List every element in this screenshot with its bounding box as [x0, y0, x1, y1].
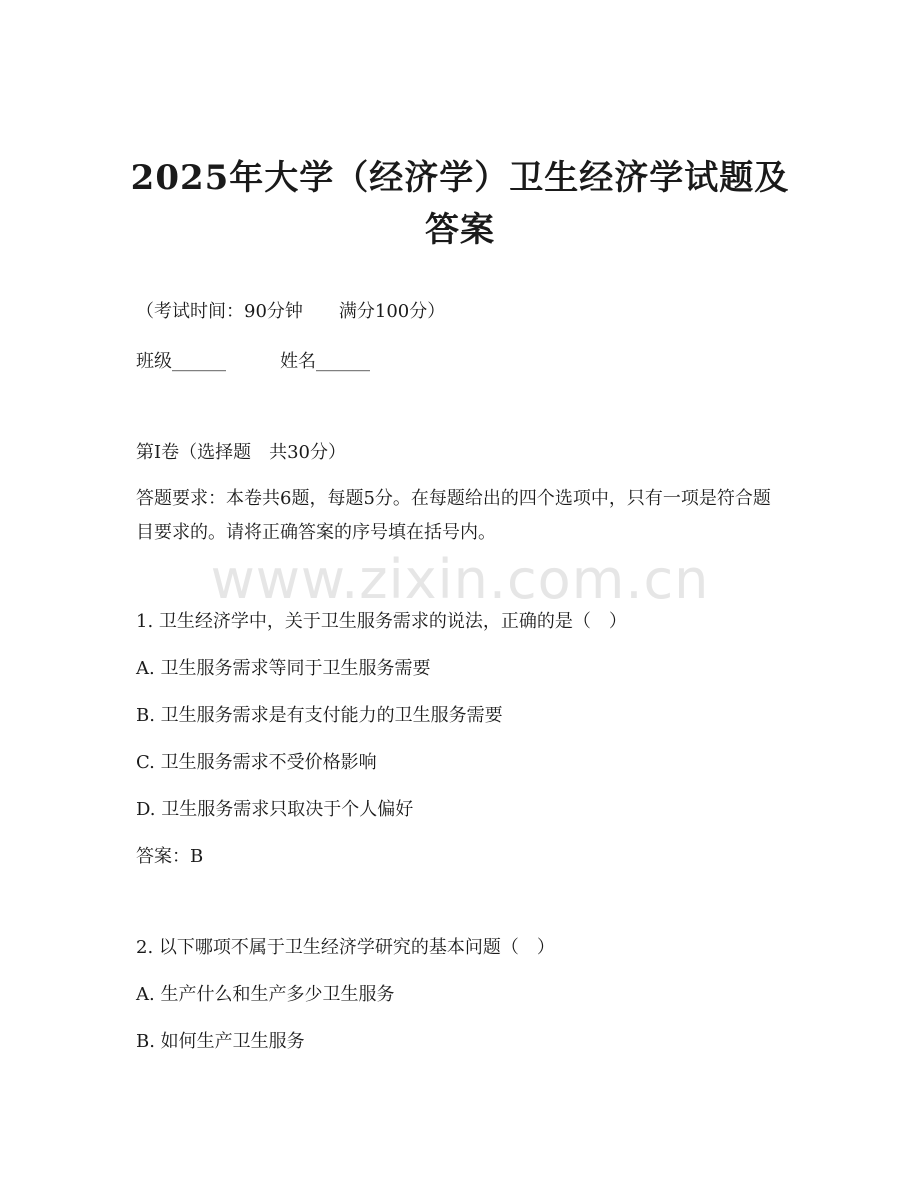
document-title: 2025年大学（经济学）卫生经济学试题及答案: [130, 158, 790, 250]
question-2-stem: 2. 以下哪项不属于卫生经济学研究的基本问题（ ）: [136, 937, 555, 958]
question-1-answer: 答案：B: [136, 846, 204, 867]
section-header: 第I卷（选择题 共30分）: [136, 442, 347, 463]
question-1-option-b: B. 卫生服务需求是有支付能力的卫生服务需要: [136, 705, 503, 726]
question-2-option-a: A. 生产什么和生产多少卫生服务: [136, 984, 395, 1005]
question-1-option-d: D. 卫生服务需求只取决于个人偏好: [136, 799, 414, 820]
question-1-option-c: C. 卫生服务需求不受价格影响: [136, 752, 377, 773]
question-1-stem: 1. 卫生经济学中，关于卫生服务需求的说法，正确的是（ ）: [136, 611, 627, 632]
question-2-option-b: B. 如何生产卫生服务: [136, 1031, 305, 1052]
instructions: 答题要求：本卷共6题，每题5分。在每题给出的四个选项中，只有一项是符合题目要求的。请将正确答案的序号填在括号内。: [136, 488, 771, 543]
exam-info: （考试时间：90分钟 满分100分）: [136, 301, 446, 322]
class-name-line: 班级______ 姓名______: [136, 351, 370, 372]
question-1-option-a: A. 卫生服务需求等同于卫生服务需要: [136, 658, 431, 679]
watermark: www.zixin.com.cn: [210, 548, 710, 611]
